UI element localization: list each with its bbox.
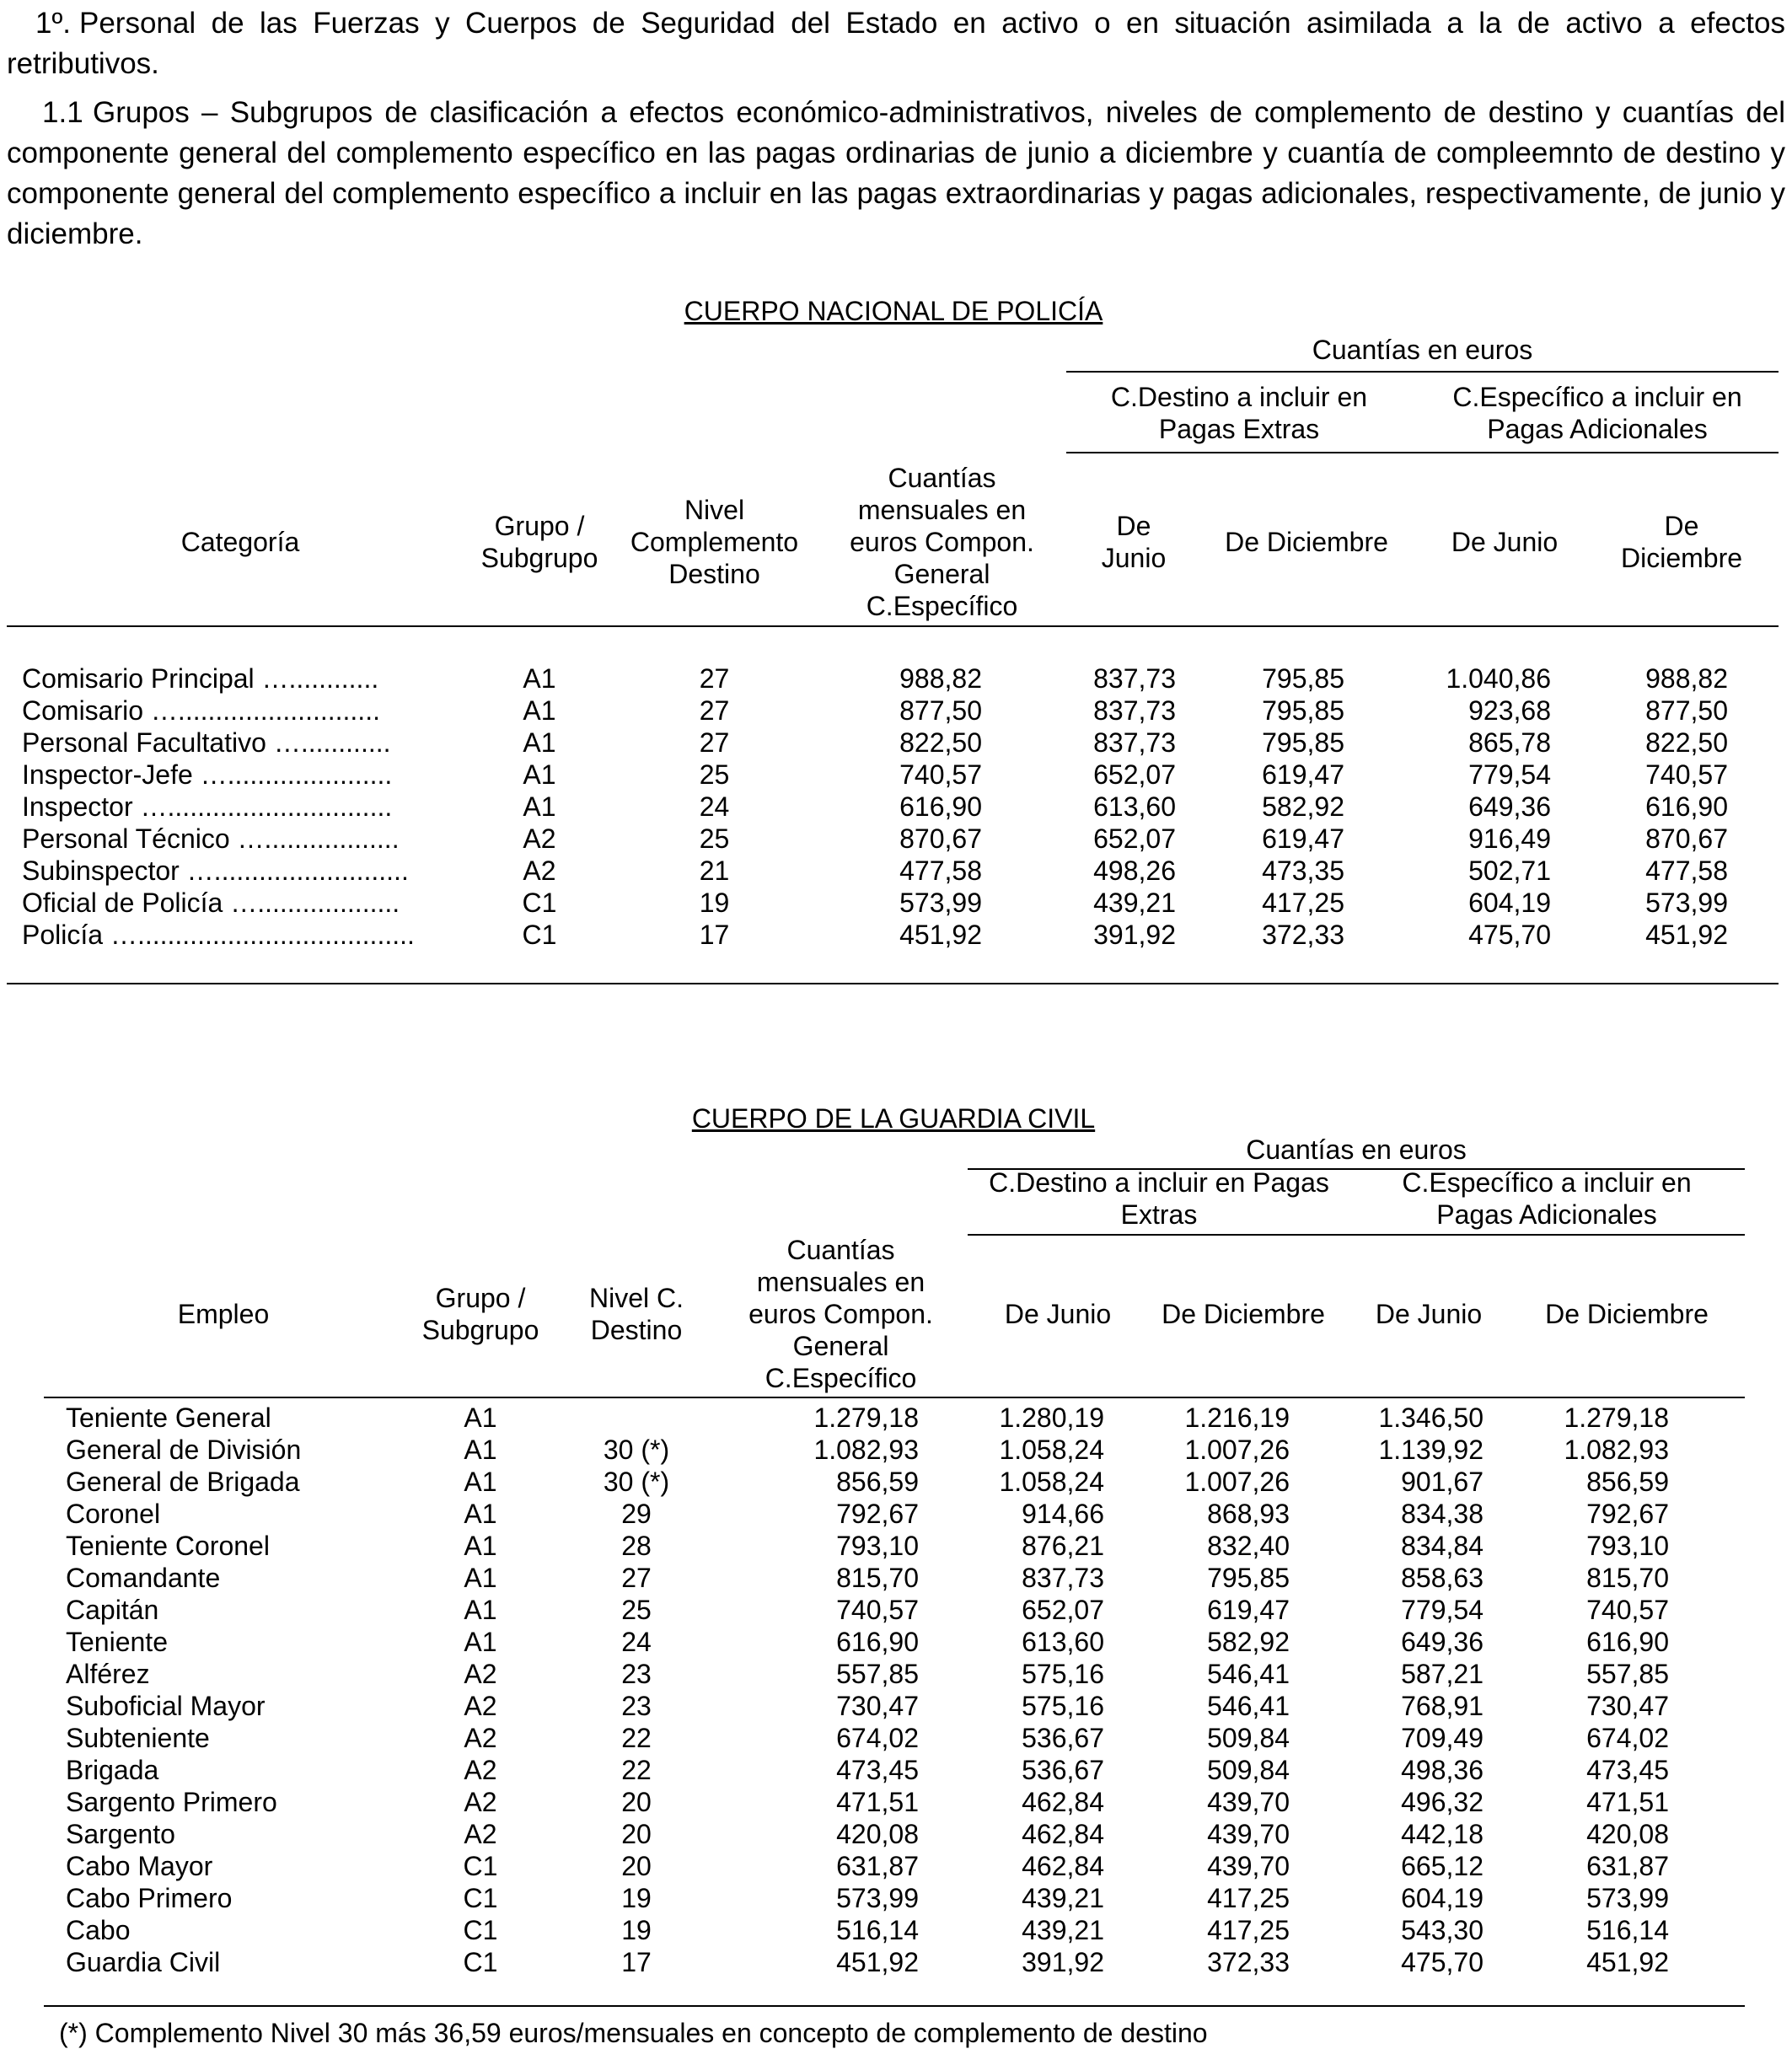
row-especifico-diciembre: 877,50 — [1645, 695, 1728, 726]
row-mensual: 730,47 — [836, 1691, 919, 1721]
row-label: Coronel — [66, 1499, 161, 1529]
row-especifico-diciembre: 674,02 — [1586, 1723, 1669, 1753]
header-divider — [1066, 452, 1779, 453]
row-destino-diciembre: 795,85 — [1262, 727, 1344, 758]
row-especifico-diciembre: 573,99 — [1645, 888, 1728, 918]
row-label: Teniente General — [66, 1403, 271, 1433]
row-label: Sargento — [66, 1819, 175, 1849]
policia-table-row — [0, 759, 1792, 791]
guardia-table-row — [0, 1562, 1792, 1594]
row-grupo: A2 — [464, 1755, 497, 1785]
row-nivel: 25 — [621, 1595, 652, 1625]
row-especifico-diciembre: 451,92 — [1586, 1947, 1669, 1977]
guardia-table-title: CUERPO DE LA GUARDIA CIVIL — [691, 1103, 1096, 1134]
row-grupo: A1 — [523, 791, 556, 822]
guardia-table-row — [0, 1626, 1792, 1658]
paragraph-number: 1º. — [35, 7, 71, 40]
row-especifico-junio: 779,54 — [1401, 1595, 1483, 1625]
policia-table-row — [0, 791, 1792, 823]
header-grupo: Grupo / Subgrupo — [480, 511, 598, 573]
row-especifico-junio: 498,36 — [1401, 1755, 1483, 1785]
row-destino-junio: 439,21 — [1022, 1915, 1104, 1945]
guardia-table-row — [0, 1498, 1792, 1530]
policia-table-row — [0, 887, 1792, 919]
header-categoria: Categoría — [180, 527, 300, 557]
row-especifico-diciembre: 471,51 — [1586, 1787, 1669, 1817]
row-destino-diciembre: 473,35 — [1262, 856, 1344, 886]
row-especifico-junio: 1.346,50 — [1378, 1403, 1483, 1433]
header-cuantias: Cuantías en euros — [1312, 335, 1533, 365]
row-destino-diciembre: 372,33 — [1207, 1947, 1290, 1977]
row-mensual: 471,51 — [836, 1787, 919, 1817]
row-nivel: 27 — [699, 663, 730, 694]
policia-table-row — [0, 662, 1792, 695]
row-grupo: A1 — [464, 1595, 497, 1625]
row-especifico-junio: 502,71 — [1468, 856, 1551, 886]
row-label: Cabo Primero — [66, 1883, 233, 1913]
guardia-table-row — [0, 1402, 1792, 1434]
header-divider — [1066, 371, 1779, 373]
row-nivel: 22 — [621, 1755, 652, 1785]
row-especifico-junio: 768,91 — [1401, 1691, 1483, 1721]
row-grupo: A2 — [464, 1723, 497, 1753]
row-nivel: 30 (*) — [603, 1467, 670, 1497]
row-mensual: 740,57 — [836, 1595, 919, 1625]
row-nivel: 20 — [621, 1819, 652, 1849]
row-especifico-junio: 587,21 — [1401, 1659, 1483, 1689]
row-nivel: 27 — [699, 695, 730, 726]
policia-table-row — [0, 855, 1792, 887]
row-especifico-junio: 834,84 — [1401, 1531, 1483, 1561]
intro-paragraph-1 — [7, 3, 1785, 84]
header-rule — [44, 1397, 1745, 1398]
row-destino-junio: 575,16 — [1022, 1659, 1104, 1689]
row-destino-junio: 876,21 — [1022, 1531, 1104, 1561]
row-mensual: 477,58 — [899, 856, 982, 886]
header-especifico-junio: De Junio — [1451, 527, 1559, 557]
row-especifico-junio: 834,38 — [1401, 1499, 1483, 1529]
guardia-table-row — [0, 1850, 1792, 1882]
row-destino-junio: 837,73 — [1022, 1563, 1104, 1593]
row-label: Subteniente — [66, 1723, 210, 1753]
policia-table-bottom-rule — [7, 983, 1779, 984]
guardia-table-row — [0, 1786, 1792, 1818]
row-destino-diciembre: 417,25 — [1207, 1915, 1290, 1945]
row-especifico-diciembre: 815,70 — [1586, 1563, 1669, 1593]
row-label: Comisario …........................... — [22, 695, 380, 726]
row-nivel: 19 — [699, 888, 730, 918]
header-cuantias: Cuantías en euros — [1246, 1134, 1467, 1165]
row-especifico-diciembre: 1.082,93 — [1564, 1435, 1669, 1465]
row-especifico-diciembre: 631,87 — [1586, 1851, 1669, 1881]
row-especifico-diciembre: 451,92 — [1645, 920, 1728, 950]
row-destino-junio: 498,26 — [1093, 856, 1176, 886]
row-nivel: 27 — [699, 727, 730, 758]
row-mensual: 616,90 — [899, 791, 982, 822]
row-nivel: 27 — [621, 1563, 652, 1593]
row-mensual: 870,67 — [899, 823, 982, 854]
row-nivel: 25 — [699, 759, 730, 790]
row-especifico-junio: 649,36 — [1468, 791, 1551, 822]
row-grupo: A1 — [523, 727, 556, 758]
row-especifico-diciembre: 988,82 — [1645, 663, 1728, 694]
row-especifico-junio: 475,70 — [1468, 920, 1551, 950]
row-destino-junio: 1.058,24 — [999, 1467, 1104, 1497]
header-destino-junio: De Junio — [1101, 511, 1167, 573]
row-mensual: 674,02 — [836, 1723, 919, 1753]
row-destino-junio: 837,73 — [1093, 695, 1176, 726]
row-mensual: 616,90 — [836, 1627, 919, 1657]
row-destino-diciembre: 1.216,19 — [1184, 1403, 1290, 1433]
row-destino-junio: 652,07 — [1022, 1595, 1104, 1625]
row-destino-diciembre: 619,47 — [1262, 759, 1344, 790]
row-mensual: 473,45 — [836, 1755, 919, 1785]
row-destino-junio: 536,67 — [1022, 1723, 1104, 1753]
row-especifico-junio: 496,32 — [1401, 1787, 1483, 1817]
row-label: Guardia Civil — [66, 1947, 221, 1977]
guardia-table-row — [0, 1722, 1792, 1754]
header-especifico-diciembre: De Diciembre — [1620, 511, 1743, 573]
row-destino-diciembre: 1.007,26 — [1184, 1435, 1290, 1465]
policia-table-row — [0, 727, 1792, 759]
header-destino-junio: De Junio — [1004, 1299, 1112, 1329]
row-mensual: 573,99 — [899, 888, 982, 918]
row-mensual: 856,59 — [836, 1467, 919, 1497]
row-grupo: A2 — [464, 1691, 497, 1721]
row-destino-diciembre: 619,47 — [1207, 1595, 1290, 1625]
row-destino-junio: 536,67 — [1022, 1755, 1104, 1785]
row-mensual: 988,82 — [899, 663, 982, 694]
row-nivel: 29 — [621, 1499, 652, 1529]
row-grupo: A2 — [464, 1787, 497, 1817]
intro-paragraph-2 — [7, 93, 1785, 255]
row-destino-diciembre: 439,70 — [1207, 1819, 1290, 1849]
row-nivel: 19 — [621, 1883, 652, 1913]
row-grupo: A2 — [464, 1659, 497, 1689]
row-grupo: A1 — [464, 1467, 497, 1497]
row-destino-diciembre: 439,70 — [1207, 1787, 1290, 1817]
policia-table-row — [0, 695, 1792, 727]
row-destino-junio: 652,07 — [1093, 823, 1176, 854]
row-mensual: 516,14 — [836, 1915, 919, 1945]
row-grupo: A1 — [464, 1531, 497, 1561]
header-mensual: Cuantías mensuales en euros Compon. General C.Específico — [748, 1235, 933, 1393]
row-label: Policía …..................................... — [22, 920, 415, 950]
policia-table-row — [0, 919, 1792, 951]
row-mensual: 815,70 — [836, 1563, 919, 1593]
row-grupo: A1 — [464, 1435, 497, 1465]
row-label: Cabo — [66, 1915, 131, 1945]
row-mensual: 451,92 — [836, 1947, 919, 1977]
row-especifico-diciembre: 557,85 — [1586, 1659, 1669, 1689]
row-grupo: A1 — [464, 1403, 497, 1433]
row-grupo: C1 — [463, 1915, 498, 1945]
guardia-table-bottom-rule — [44, 2005, 1745, 2007]
row-label: Personal Técnico ….................. — [22, 823, 400, 854]
row-destino-diciembre: 372,33 — [1262, 920, 1344, 950]
header-especifico-group: C.Específico a incluir en Pagas Adicionales — [1402, 1167, 1692, 1230]
row-especifico-diciembre: 822,50 — [1645, 727, 1728, 758]
row-especifico-junio: 604,19 — [1468, 888, 1551, 918]
row-destino-junio: 462,84 — [1022, 1851, 1104, 1881]
row-destino-junio: 439,21 — [1022, 1883, 1104, 1913]
row-mensual: 792,67 — [836, 1499, 919, 1529]
row-grupo: C1 — [463, 1883, 498, 1913]
row-label: Inspector-Jefe …...................... — [22, 759, 393, 790]
row-mensual: 877,50 — [899, 695, 982, 726]
guardia-table-row — [0, 1658, 1792, 1690]
paragraph-text: Personal de las Fuerzas y Cuerpos de Seguridad del Estado en activo o en situación asimilada a la de activo a efectos retributivos. — [7, 7, 1785, 80]
row-destino-junio: 914,66 — [1022, 1499, 1104, 1529]
header-destino-diciembre: De Diciembre — [1225, 527, 1388, 557]
guardia-table-row — [0, 1914, 1792, 1946]
row-mensual: 420,08 — [836, 1819, 919, 1849]
row-nivel: 25 — [699, 823, 730, 854]
row-destino-diciembre: 619,47 — [1262, 823, 1344, 854]
row-label: Teniente — [66, 1627, 168, 1657]
row-mensual: 740,57 — [899, 759, 982, 790]
policia-table-row — [0, 823, 1792, 855]
row-destino-junio: 613,60 — [1093, 791, 1176, 822]
header-nivel: Nivel Complemento Destino — [630, 495, 799, 589]
row-especifico-diciembre: 793,10 — [1586, 1531, 1669, 1561]
header-destino-group: C.Destino a incluir en Pagas Extras — [989, 1167, 1329, 1230]
guardia-table-row — [0, 1882, 1792, 1914]
row-grupo: A1 — [464, 1499, 497, 1529]
row-mensual: 631,87 — [836, 1851, 919, 1881]
row-especifico-junio: 475,70 — [1401, 1947, 1483, 1977]
row-grupo: A1 — [464, 1627, 497, 1657]
row-especifico-junio: 858,63 — [1401, 1563, 1483, 1593]
row-mensual: 822,50 — [899, 727, 982, 758]
header-especifico-group: C.Específico a incluir en Pagas Adicionales — [1452, 382, 1742, 444]
row-destino-diciembre: 417,25 — [1262, 888, 1344, 918]
guardia-table-row — [0, 1754, 1792, 1786]
row-destino-junio: 391,92 — [1093, 920, 1176, 950]
row-label: Teniente Coronel — [66, 1531, 270, 1561]
row-especifico-diciembre: 870,67 — [1645, 823, 1728, 854]
row-nivel: 24 — [621, 1627, 652, 1657]
row-especifico-junio: 901,67 — [1401, 1467, 1483, 1497]
row-label: Personal Facultativo …............ — [22, 727, 391, 758]
row-especifico-junio: 779,54 — [1468, 759, 1551, 790]
header-especifico-junio: De Junio — [1375, 1299, 1483, 1329]
header-empleo: Empleo — [177, 1299, 270, 1329]
row-destino-junio: 613,60 — [1022, 1627, 1104, 1657]
guardia-table-row — [0, 1466, 1792, 1498]
row-nivel: 19 — [621, 1915, 652, 1945]
row-nivel: 23 — [621, 1659, 652, 1689]
row-grupo: A2 — [523, 856, 556, 886]
row-destino-diciembre: 546,41 — [1207, 1691, 1290, 1721]
row-destino-diciembre: 509,84 — [1207, 1723, 1290, 1753]
row-nivel: 28 — [621, 1531, 652, 1561]
row-destino-diciembre: 795,85 — [1262, 663, 1344, 694]
row-label: Comandante — [66, 1563, 221, 1593]
row-label: Alférez — [66, 1659, 150, 1689]
row-mensual: 793,10 — [836, 1531, 919, 1561]
row-label: Inspector ….............................. — [22, 791, 393, 822]
row-label: Capitán — [66, 1595, 159, 1625]
row-nivel: 23 — [621, 1691, 652, 1721]
row-nivel: 24 — [699, 791, 730, 822]
row-grupo: A1 — [523, 759, 556, 790]
row-especifico-diciembre: 740,57 — [1586, 1595, 1669, 1625]
row-especifico-diciembre: 473,45 — [1586, 1755, 1669, 1785]
row-especifico-diciembre: 740,57 — [1645, 759, 1728, 790]
policia-table-title: CUERPO NACIONAL DE POLICÍA — [684, 296, 1103, 326]
guardia-table-row — [0, 1690, 1792, 1722]
row-especifico-junio: 604,19 — [1401, 1883, 1483, 1913]
row-label: Suboficial Mayor — [66, 1691, 266, 1721]
row-destino-diciembre: 439,70 — [1207, 1851, 1290, 1881]
row-destino-diciembre: 868,93 — [1207, 1499, 1290, 1529]
row-destino-junio: 1.280,19 — [999, 1403, 1104, 1433]
header-destino-diciembre: De Diciembre — [1162, 1299, 1325, 1329]
row-especifico-junio: 1.139,92 — [1378, 1435, 1483, 1465]
row-especifico-diciembre: 730,47 — [1586, 1691, 1669, 1721]
row-destino-diciembre: 509,84 — [1207, 1755, 1290, 1785]
row-especifico-diciembre: 616,90 — [1586, 1627, 1669, 1657]
row-mensual: 573,99 — [836, 1883, 919, 1913]
row-destino-junio: 575,16 — [1022, 1691, 1104, 1721]
row-destino-junio: 462,84 — [1022, 1787, 1104, 1817]
row-grupo: A1 — [523, 695, 556, 726]
row-especifico-diciembre: 573,99 — [1586, 1883, 1669, 1913]
row-mensual: 1.279,18 — [813, 1403, 919, 1433]
row-especifico-junio: 709,49 — [1401, 1723, 1483, 1753]
row-grupo: C1 — [463, 1851, 498, 1881]
row-label: Sargento Primero — [66, 1787, 277, 1817]
row-especifico-junio: 543,30 — [1401, 1915, 1483, 1945]
header-especifico-diciembre: De Diciembre — [1545, 1299, 1709, 1329]
guardia-table-row — [0, 1946, 1792, 1978]
header-mensual: Cuantías mensuales en euros Compon. General C.Específico — [850, 463, 1034, 621]
header-nivel: Nivel C. Destino — [588, 1283, 684, 1345]
header-rule — [7, 625, 1779, 627]
guardia-table-row — [0, 1594, 1792, 1626]
row-nivel: 20 — [621, 1787, 652, 1817]
row-especifico-junio: 665,12 — [1401, 1851, 1483, 1881]
header-divider — [968, 1234, 1745, 1236]
row-nivel: 22 — [621, 1723, 652, 1753]
row-nivel: 20 — [621, 1851, 652, 1881]
row-destino-diciembre: 832,40 — [1207, 1531, 1290, 1561]
row-destino-diciembre: 417,25 — [1207, 1883, 1290, 1913]
row-destino-diciembre: 582,92 — [1207, 1627, 1290, 1657]
paragraph-number: 1.1 — [42, 96, 83, 129]
row-especifico-diciembre: 616,90 — [1645, 791, 1728, 822]
row-label: Comisario Principal …............ — [22, 663, 379, 694]
row-destino-diciembre: 546,41 — [1207, 1659, 1290, 1689]
row-especifico-diciembre: 856,59 — [1586, 1467, 1669, 1497]
row-mensual: 451,92 — [899, 920, 982, 950]
guardia-table-row — [0, 1818, 1792, 1850]
row-grupo: A2 — [523, 823, 556, 854]
row-nivel: 17 — [621, 1947, 652, 1977]
row-nivel: 17 — [699, 920, 730, 950]
row-nivel: 21 — [699, 856, 730, 886]
row-destino-junio: 462,84 — [1022, 1819, 1104, 1849]
row-nivel: 30 (*) — [603, 1435, 670, 1465]
row-label: Brigada — [66, 1755, 159, 1785]
guardia-footnote: (*) Complemento Nivel 30 más 36,59 euros/mensuales en concepto de complemento de destino — [59, 2018, 1208, 2048]
row-especifico-diciembre: 477,58 — [1645, 856, 1728, 886]
row-destino-diciembre: 1.007,26 — [1184, 1467, 1290, 1497]
row-grupo: C1 — [522, 888, 557, 918]
row-especifico-junio: 1.040,86 — [1446, 663, 1551, 694]
row-especifico-junio: 649,36 — [1401, 1627, 1483, 1657]
guardia-table-row — [0, 1434, 1792, 1466]
row-especifico-diciembre: 792,67 — [1586, 1499, 1669, 1529]
row-grupo: C1 — [522, 920, 557, 950]
row-mensual: 557,85 — [836, 1659, 919, 1689]
row-destino-junio: 837,73 — [1093, 663, 1176, 694]
row-especifico-junio: 916,49 — [1468, 823, 1551, 854]
row-destino-junio: 652,07 — [1093, 759, 1176, 790]
row-label: Oficial de Policía …................... — [22, 888, 400, 918]
row-label: Subinspector ….......................... — [22, 856, 409, 886]
row-especifico-diciembre: 420,08 — [1586, 1819, 1669, 1849]
row-mensual: 1.082,93 — [813, 1435, 919, 1465]
row-grupo: C1 — [463, 1947, 498, 1977]
header-grupo: Grupo / Subgrupo — [421, 1283, 539, 1345]
row-destino-diciembre: 795,85 — [1262, 695, 1344, 726]
guardia-table-row — [0, 1530, 1792, 1562]
row-grupo: A2 — [464, 1819, 497, 1849]
row-destino-junio: 391,92 — [1022, 1947, 1104, 1977]
row-label: General de Brigada — [66, 1467, 300, 1497]
row-destino-junio: 439,21 — [1093, 888, 1176, 918]
row-destino-junio: 1.058,24 — [999, 1435, 1104, 1465]
row-label: Cabo Mayor — [66, 1851, 213, 1881]
row-label: General de División — [66, 1435, 302, 1465]
paragraph-text: Grupos – Subgrupos de clasificación a efectos económico-administrativos, niveles de complemento de destino y cuantías del componente general del complemento específico en las pagas ordinarias de junio a diciembre y cuantía de compleemnto de destino y componente general del complemento específico a incluir en las pagas extraordinarias y pagas adicionales, respectivamente, de junio y diciembre. — [7, 96, 1785, 250]
row-destino-diciembre: 582,92 — [1262, 791, 1344, 822]
row-grupo: A1 — [464, 1563, 497, 1593]
row-destino-diciembre: 795,85 — [1207, 1563, 1290, 1593]
row-especifico-junio: 923,68 — [1468, 695, 1551, 726]
row-especifico-junio: 865,78 — [1468, 727, 1551, 758]
row-especifico-junio: 442,18 — [1401, 1819, 1483, 1849]
row-grupo: A1 — [523, 663, 556, 694]
row-destino-junio: 837,73 — [1093, 727, 1176, 758]
row-especifico-diciembre: 516,14 — [1586, 1915, 1669, 1945]
row-especifico-diciembre: 1.279,18 — [1564, 1403, 1669, 1433]
header-destino-group: C.Destino a incluir en Pagas Extras — [1110, 382, 1368, 444]
